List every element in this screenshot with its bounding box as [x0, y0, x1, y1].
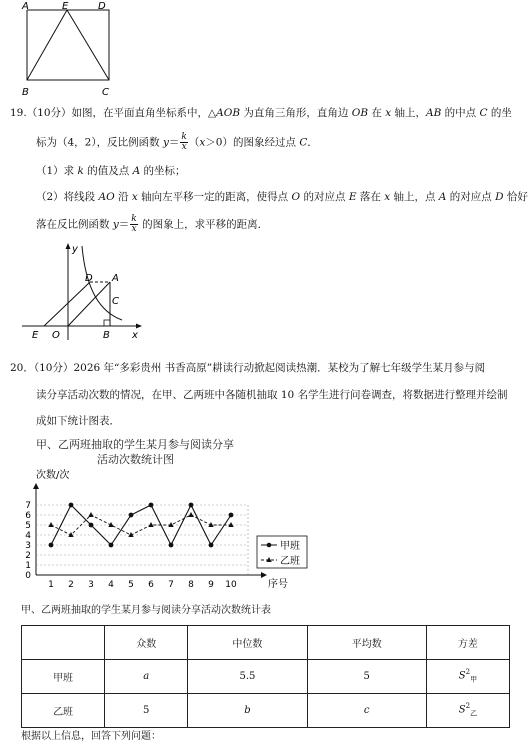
x-tick-label: 6: [148, 580, 154, 590]
table-header: [22, 626, 105, 660]
q19-text: 沿: [114, 191, 132, 203]
q19-text: AB: [426, 107, 442, 119]
series-1-point: [229, 513, 234, 518]
label-D: D: [98, 1, 106, 12]
q19-text: x: [199, 136, 206, 149]
fraction-numerator: k: [131, 214, 137, 224]
fraction-numerator: k: [181, 132, 187, 142]
fraction-denominator: x: [131, 224, 137, 234]
series-1-point: [189, 503, 194, 508]
series-1-point: [149, 503, 154, 508]
q19-text: ．: [307, 136, 318, 149]
variance-symbol: S: [458, 670, 466, 682]
q19-text: 轴向左平移一定的距离，使得点: [137, 191, 292, 203]
y-tick-label: 3: [25, 541, 31, 551]
y-axis-label: 次数/次: [36, 470, 70, 481]
label-B: B: [22, 87, 29, 98]
q19-text: ＝: [168, 136, 180, 149]
q19-text: C: [479, 107, 488, 119]
q19-line1: [10, 106, 512, 120]
legend-marker-1: [267, 543, 272, 548]
row-name: 甲班: [22, 660, 105, 694]
q19-part2-line2: [36, 215, 268, 234]
x-axis-arrow: [261, 572, 267, 578]
q19-text: 的坐: [487, 107, 512, 119]
label-E: E: [32, 330, 39, 341]
cell-variance: [426, 660, 509, 694]
series-2-point: [228, 522, 233, 527]
q19-text: 在: [368, 107, 386, 119]
x-tick-label: 1: [48, 580, 54, 590]
variance-sup: 2: [465, 668, 471, 677]
label-x: x: [132, 330, 138, 341]
q19-text: （: [188, 136, 200, 149]
label-D: D: [85, 273, 93, 284]
series-1-point: [49, 543, 54, 548]
y-tick-label: 7: [25, 501, 31, 511]
label-C: C: [112, 296, 119, 307]
table-header: 平均数: [307, 626, 426, 660]
x-tick-label: 9: [208, 580, 214, 590]
series-1-point: [209, 543, 214, 548]
series-1-point: [169, 543, 174, 548]
q19-text: y: [162, 136, 169, 149]
q20-line1: 20．（10分）2026 年“多彩贵州 书香高原”耕读行动掀起阅读热潮．某校为了解七年级学生某月参与阅: [10, 362, 486, 374]
q19-part2: [36, 190, 528, 204]
q19-text: ＝: [118, 218, 130, 231]
cell-mean: 5: [307, 660, 426, 694]
x-tick-label: 5: [128, 580, 134, 590]
variance-sub: 乙: [470, 709, 478, 718]
q19-text: AO: [98, 191, 115, 203]
line-chart: [10, 465, 310, 595]
square-figure: [15, 0, 125, 100]
y-axis-arrow: [33, 483, 39, 489]
label-B: B: [103, 330, 110, 341]
x-tick-label: 7: [168, 580, 174, 590]
label-A: A: [112, 273, 119, 284]
variance-symbol: S: [458, 704, 466, 716]
q20-line2: 读分享活动次数的情况，在甲、乙两班中各随机抽取 10 名学生进行问卷调查，将数据进行整理并绘制: [36, 389, 508, 401]
q19-text: AOB: [216, 107, 241, 119]
q19-text: 的图象上，求平移的距离．: [138, 218, 269, 231]
q19-text: 的对应点: [300, 191, 349, 203]
variance-sup: 2: [465, 702, 471, 711]
table-header: 中位数: [188, 626, 307, 660]
fraction-k-over-x: [130, 215, 137, 234]
q19-number: 19.（10分）: [10, 107, 72, 119]
chart-title-line1: 甲、乙两班抽取的学生某月参与阅读分享: [36, 438, 234, 451]
q19-text: k: [77, 165, 84, 177]
cell-mode: 5: [105, 694, 188, 728]
chart-title-line2: 活动次数统计图: [97, 453, 174, 466]
cell-median: 5.5: [188, 660, 307, 694]
x-tick-label: 2: [68, 580, 74, 590]
fraction-k-over-x: [180, 133, 187, 152]
q19-text: （1）求: [36, 165, 78, 177]
q19-text: A: [438, 191, 447, 203]
q19-text: O: [291, 191, 301, 203]
q20-line3: 成如下统计图表．: [36, 415, 120, 427]
cell-median: b: [188, 694, 307, 728]
series-1-point: [129, 513, 134, 518]
series-2-point: [168, 522, 173, 527]
y-tick-label: 2: [25, 551, 31, 561]
label-A: A: [22, 1, 29, 12]
q19-text: C: [299, 136, 308, 149]
series-1-point: [109, 543, 114, 548]
q19-text: 的坐标；: [140, 165, 186, 177]
label-y: y: [72, 244, 78, 255]
table-title: 甲、乙两班抽取的学生某月参与阅读分享活动次数统计表: [21, 605, 271, 616]
table-header-row: [22, 626, 510, 660]
x-tick-label: 3: [88, 580, 94, 590]
label-E: E: [62, 1, 69, 12]
x-tick-label: 8: [188, 580, 194, 590]
fraction-denominator: x: [181, 142, 187, 152]
label-O: O: [52, 330, 60, 341]
series-2-point: [148, 522, 153, 527]
table-header: 方差: [426, 626, 509, 660]
q19-text: E: [348, 191, 357, 203]
q19-text: 轴上，点: [390, 191, 439, 203]
q19-line2: [36, 133, 318, 152]
series-1-point: [69, 503, 74, 508]
legend-label-1: 甲班: [280, 541, 300, 552]
y-tick-label: 1: [25, 561, 31, 571]
series-2-point: [188, 512, 193, 517]
q19-text: 轴上，: [391, 107, 427, 119]
q19-text: A: [132, 165, 141, 177]
q19-text: y: [112, 218, 119, 231]
q19-text: 为直角三角形，直角边: [240, 107, 352, 119]
q19-text: 恰好: [503, 191, 528, 203]
q20-footer: 根据以上信息，回答下列问题：: [21, 731, 161, 742]
q19-text: 落在反比例函数: [36, 218, 113, 231]
series-2-point: [48, 522, 53, 527]
y-tick-label: 4: [25, 531, 31, 541]
table-row: [22, 694, 510, 728]
q19-part1: [36, 164, 186, 178]
q19-text: x: [385, 107, 392, 119]
label-C: C: [102, 87, 109, 98]
q19-text: x: [131, 191, 138, 203]
x-tick-label: 4: [108, 580, 114, 590]
table-row: [22, 660, 510, 694]
coordinate-figure: [22, 240, 147, 342]
x-axis-label: 序号: [268, 579, 288, 590]
q19-text: 落在: [356, 191, 385, 203]
series-2-point: [88, 512, 93, 517]
cell-mean: c: [307, 694, 426, 728]
q19-text: D: [495, 191, 504, 203]
legend-label-2: 乙班: [280, 556, 300, 567]
cell-mode: a: [105, 660, 188, 694]
series-1-point: [89, 523, 94, 528]
x-tick-label: 10: [225, 580, 237, 590]
y-tick-label: 0: [25, 571, 31, 581]
q19-text: ＞0）的图象经过点: [205, 136, 300, 149]
variance-sub: 甲: [470, 675, 478, 684]
q19-text: 的对应点: [446, 191, 496, 203]
y-tick-label: 6: [25, 511, 31, 521]
q19-text: 如图，在平面直角坐标系中，△: [71, 107, 217, 119]
q19-text: 标为（4，2），反比例函数: [36, 136, 163, 149]
q19-text: 的中点: [441, 107, 480, 119]
q19-text: OB: [351, 107, 369, 119]
cell-variance: [426, 694, 509, 728]
q19-text: x: [384, 191, 391, 203]
y-tick-label: 5: [25, 521, 31, 531]
table-header: 众数: [105, 626, 188, 660]
row-name: 乙班: [22, 694, 105, 728]
q19-text: 的值及点: [83, 165, 133, 177]
q19-text: （2）将线段: [36, 191, 99, 203]
stats-table: [21, 625, 510, 728]
